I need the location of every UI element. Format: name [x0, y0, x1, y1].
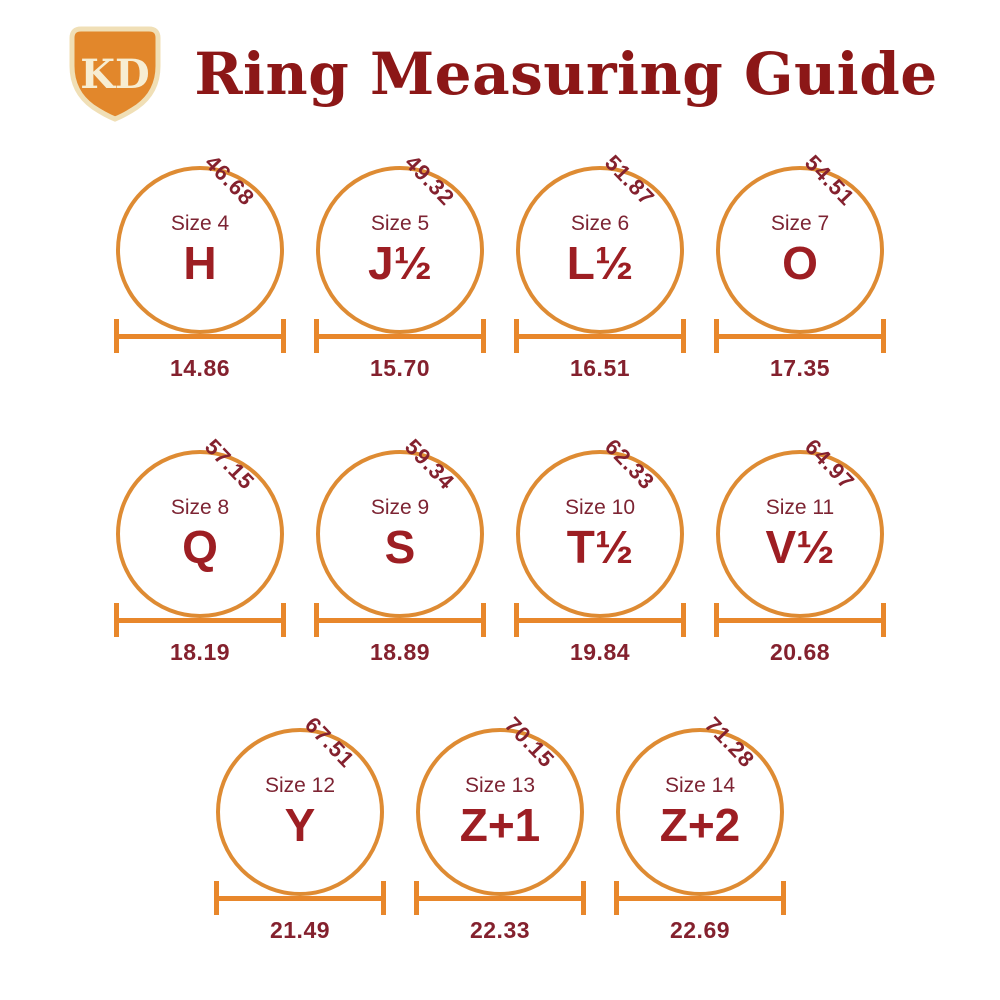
circumference-label: 49.32 [400, 150, 460, 211]
size-label: Size 6 [570, 212, 630, 236]
diameter-label: 21.49 [269, 917, 331, 943]
diameter-bar [614, 881, 786, 915]
diameter-bar-line [114, 618, 286, 623]
diameter-bar [414, 881, 586, 915]
circumference-label: 70.15 [500, 712, 560, 773]
ring-size-8 [114, 434, 286, 666]
circumference-label: 62.33 [600, 434, 660, 495]
ring-circle [716, 166, 884, 334]
logo-text: KD [80, 51, 151, 98]
ring-size-5 [314, 150, 486, 382]
circumference-label: 57.15 [200, 434, 260, 495]
letter-size-label: J½ [368, 237, 432, 290]
letter-size-label: L½ [566, 237, 634, 290]
letter-size-label: H [183, 237, 217, 290]
ring-size-4 [114, 150, 286, 382]
ring-size-12 [214, 712, 386, 944]
header [0, 0, 1000, 124]
ring-circle [716, 450, 884, 618]
circumference-label: 71.28 [700, 712, 760, 773]
diameter-bar [714, 603, 886, 637]
size-label: Size 10 [564, 496, 636, 520]
circumference-label: 59.34 [400, 434, 460, 495]
circumference-label: 64.97 [800, 434, 860, 495]
ring-size-11 [714, 434, 886, 666]
size-label: Size 9 [370, 496, 430, 520]
ring-size-6 [514, 150, 686, 382]
ring-size-7 [714, 150, 886, 382]
size-label: Size 14 [664, 774, 736, 798]
size-label: Size 13 [464, 774, 536, 798]
letter-size-label: Q [182, 521, 218, 574]
size-label: Size 4 [170, 212, 230, 236]
size-label: Size 11 [765, 496, 835, 520]
ring-row-2 [0, 434, 1000, 666]
page-title: Ring Measuring Guide [194, 40, 938, 108]
diameter-bar [714, 319, 886, 353]
diameter-label: 15.70 [369, 355, 431, 381]
letter-size-label: Z+1 [459, 799, 541, 852]
ring-circle [116, 450, 284, 618]
ring-circle [416, 728, 584, 896]
size-label: Size 8 [170, 496, 230, 520]
diameter-bar [114, 603, 286, 637]
ring-size-13 [414, 712, 586, 944]
diameter-bar-line [414, 896, 586, 901]
diameter-bar [314, 319, 486, 353]
size-label: Size 5 [370, 212, 430, 236]
diameter-bar [314, 603, 486, 637]
letter-size-label: T½ [566, 521, 634, 574]
size-label: Size 7 [770, 212, 830, 236]
ring-circle [316, 450, 484, 618]
ring-circle [516, 450, 684, 618]
ring-circle [516, 166, 684, 334]
diameter-bar-line [514, 618, 686, 623]
diameter-label: 14.86 [169, 355, 231, 381]
circumference-label: 67.51 [300, 712, 360, 773]
circumference-label: 51.87 [600, 150, 660, 211]
letter-size-label: S [384, 521, 416, 574]
ring-circle [616, 728, 784, 896]
diameter-bar [214, 881, 386, 915]
letter-size-label: O [782, 237, 818, 290]
letter-size-label: Y [284, 799, 316, 852]
letter-size-label: Z+2 [659, 799, 741, 852]
circumference-label: 46.68 [200, 150, 260, 211]
diameter-label: 17.35 [769, 355, 831, 381]
ring-size-14 [614, 712, 786, 944]
ring-size-9 [314, 434, 486, 666]
ring-row-3 [0, 712, 1000, 944]
diameter-bar-line [214, 896, 386, 901]
ring-size-10 [514, 434, 686, 666]
ring-circle [116, 166, 284, 334]
diameter-label: 18.89 [369, 639, 431, 665]
diameter-bar-line [614, 896, 786, 901]
diameter-bar-line [314, 334, 486, 339]
diameter-label: 22.69 [669, 917, 731, 943]
diameter-bar-line [314, 618, 486, 623]
diameter-label: 18.19 [169, 639, 231, 665]
ring-circle [216, 728, 384, 896]
ring-circle [316, 166, 484, 334]
diameter-bar [514, 603, 686, 637]
diameter-label: 20.68 [769, 639, 831, 665]
diameter-bar-line [714, 618, 886, 623]
kd-shield-logo [62, 24, 168, 124]
diameter-bar [114, 319, 286, 353]
ring-row-1 [0, 150, 1000, 382]
letter-size-label: V½ [765, 521, 835, 574]
diameter-label: 16.51 [569, 355, 631, 381]
size-label: Size 12 [264, 774, 336, 798]
diameter-bar-line [714, 334, 886, 339]
diameter-bar-line [114, 334, 286, 339]
diameter-bar [514, 319, 686, 353]
diameter-label: 19.84 [569, 639, 631, 665]
diameter-label: 22.33 [469, 917, 531, 943]
circumference-label: 54.51 [800, 150, 860, 211]
diameter-bar-line [514, 334, 686, 339]
